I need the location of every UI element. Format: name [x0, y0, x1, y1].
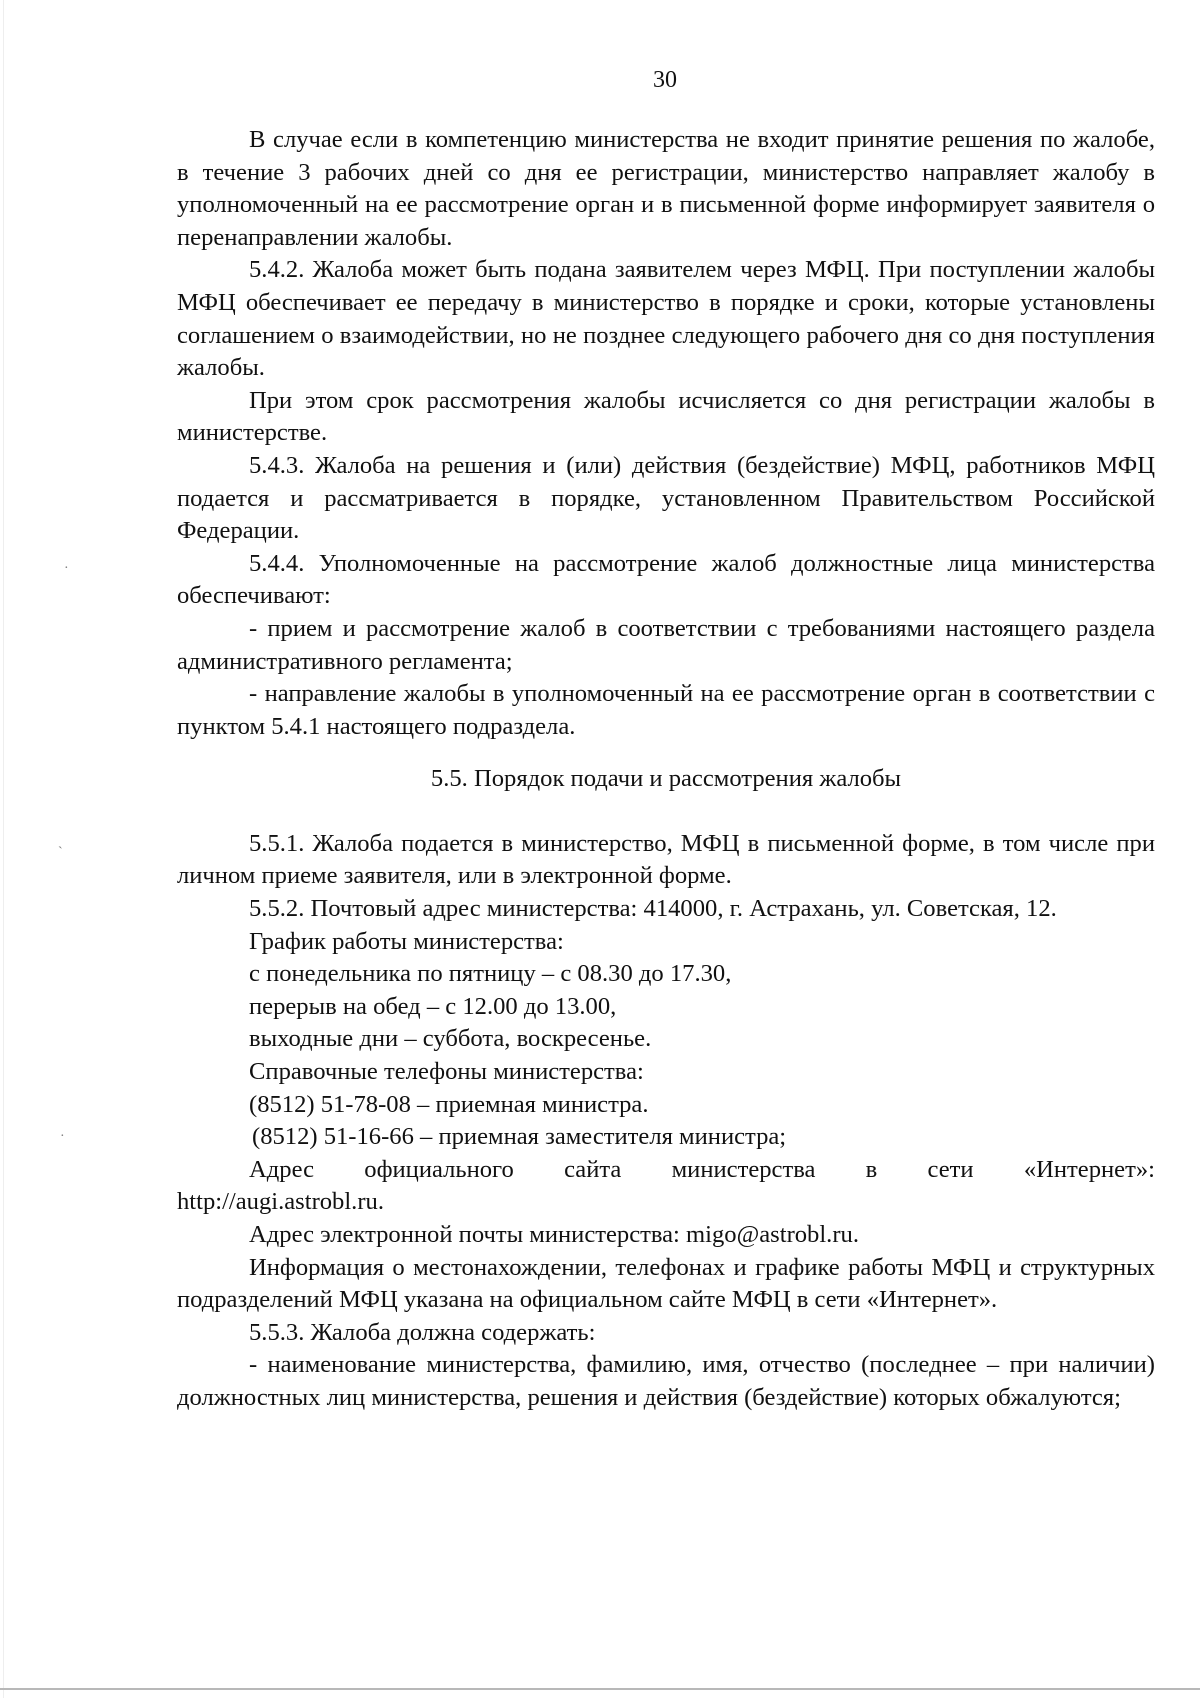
website-word: «Интернет»:: [1023, 1155, 1155, 1183]
scan-left-edge: [3, 0, 4, 1698]
list-item-receive-complaints: - прием и рассмотрение жалоб в соответствии с требованиями настоящего раздела административного регламента;: [177, 614, 1155, 675]
email-line: Адрес электронной почты министерства: migo@astrobl.ru.: [249, 1221, 859, 1248]
paragraph-review-term: При этом срок рассмотрения жалобы исчисляется со дня регистрации жалобы в министерстве.: [177, 386, 1155, 447]
scan-speck: ·: [64, 561, 69, 576]
scan-bottom-edge: [0, 1688, 1200, 1690]
schedule-title: График работы министерства:: [249, 927, 564, 955]
paragraph-5-4-3: 5.4.3. Жалоба на решения и (или) действия (бездействие) МФЦ, работников МФЦ подается и рассматривается в порядке, установленном Правительством Российской Федерации.: [177, 451, 1155, 545]
website-url: http://augi.astrobl.ru.: [177, 1188, 384, 1216]
schedule-weekend: выходные дни – суббота, воскресенье.: [249, 1025, 652, 1053]
paragraph-5-5-1: 5.5.1. Жалоба подается в министерство, МФЦ в письменной форме, в том числе при личном приеме заявителя, или в электронной форме.: [177, 829, 1155, 890]
paragraph-5-5-3: 5.5.3. Жалоба должна содержать:: [249, 1318, 596, 1346]
scan-speck: `: [58, 845, 63, 860]
phones-title: Справочные телефоны министерства:: [249, 1058, 644, 1086]
page-number: 30: [653, 67, 677, 93]
paragraph-5-5-2: 5.5.2. Почтовый адрес министерства: 414000, г. Астрахань, ул. Советская, 12.: [249, 895, 1057, 923]
schedule-weekdays: с понедельника по пятницу – с 08.30 до 17.30,: [249, 960, 732, 988]
section-heading-5-5: 5.5. Порядок подачи и рассмотрения жалобы: [430, 765, 902, 793]
website-word: официального: [364, 1155, 514, 1183]
scan-speck: ·: [60, 1129, 65, 1144]
paragraph-5-4-4: 5.4.4. Уполномоченные на рассмотрение жалоб должностные лица министерства обеспечивают:: [177, 549, 1155, 610]
website-word: сайта: [564, 1155, 622, 1183]
phone-minister: (8512) 51-78-08 – приемная министра.: [249, 1090, 649, 1118]
paragraph-redirect-complaint: В случае если в компетенцию министерства не входит принятие решения по жалобе, в течение 3 рабочих дней со дня ее регистрации, министерство направляет жалобу в уполномоченный на ее рассмотрение орган и в письменной форме информирует заявителя о перенаправлении жалобы.: [177, 126, 1155, 251]
website-word: в: [865, 1155, 878, 1183]
list-item-forward-complaint: - направление жалобы в уполномоченный на ее рассмотрение орган в соответствии с пунктом 5.4.1 настоящего подраздела.: [177, 680, 1155, 740]
phone-deputy: (8512) 51-16-66 – приемная заместителя министра;: [252, 1123, 787, 1151]
website-word: министерства: [671, 1155, 816, 1183]
paragraph-mfc-info: Информация о местонахождении, телефонах и графике работы МФЦ и структурных подразделений МФЦ указана на официальном сайте МФЦ в сети «Интернет».: [177, 1253, 1155, 1314]
schedule-lunch: перерыв на обед – с 12.00 до 13.00,: [249, 992, 617, 1020]
website-word: Адрес: [249, 1155, 315, 1183]
website-line: [177, 1154, 1155, 1187]
website-word: сети: [927, 1155, 974, 1183]
paragraph-5-4-2: 5.4.2. Жалоба может быть подана заявителем через МФЦ. При поступлении жалобы МФЦ обеспечивает ее передачу в министерство в порядке и сроки, которые установлены соглашением о взаимодействии, но не позднее следующего рабочего дня со дня поступления жалобы.: [177, 256, 1155, 382]
document-body: [177, 124, 1155, 1415]
list-item-complaint-content: - наименование министерства, фамилию, имя, отчество (последнее – при наличии) должностных лиц министерства, решения и действия (бездействие) которых обжалуются;: [177, 1351, 1155, 1411]
